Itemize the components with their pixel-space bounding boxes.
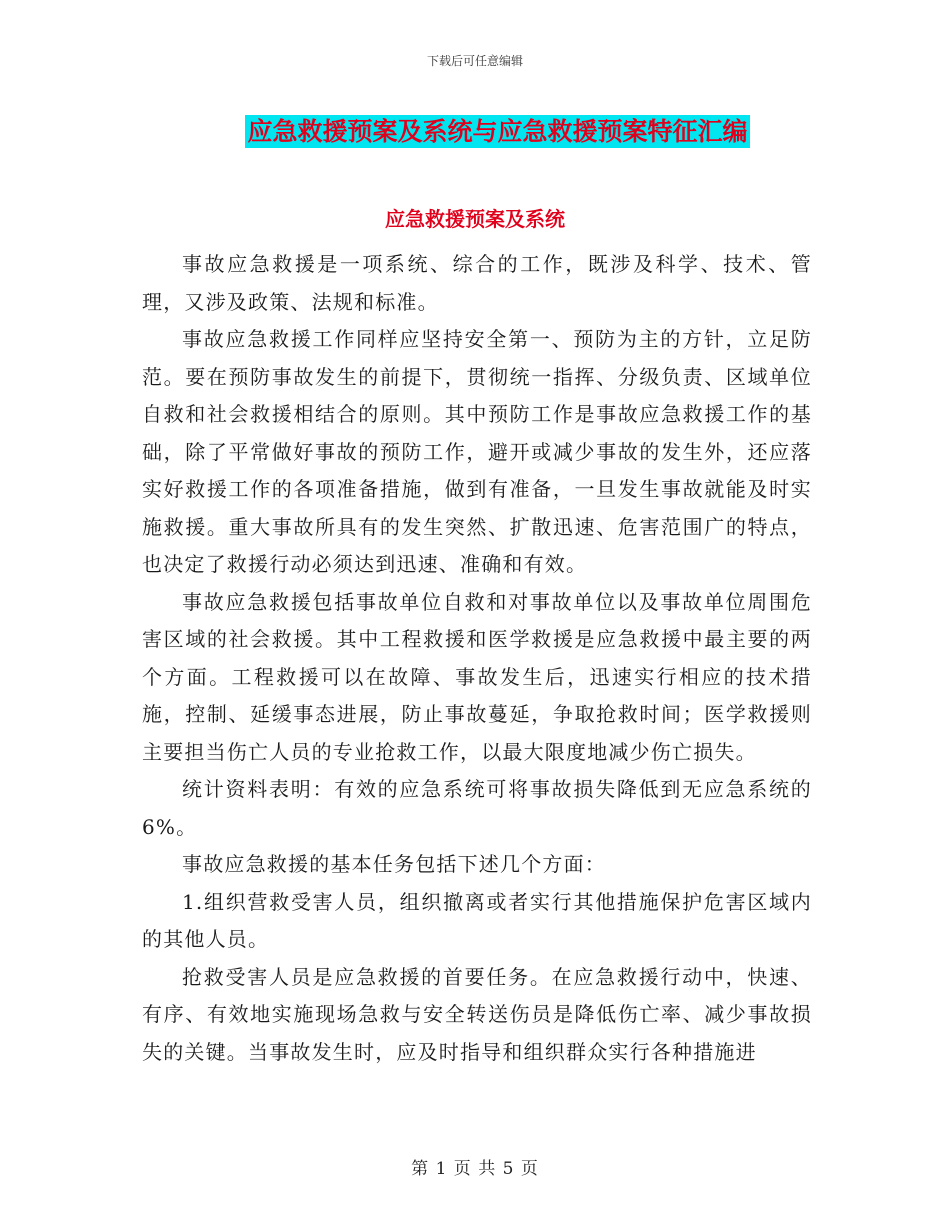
- section-title: 应急救援预案及系统: [385, 207, 565, 231]
- document-title-text: 应急救援预案及系统与应急救援预案特征汇编: [247, 117, 748, 146]
- paragraph: 事故应急救援的基本任务包括下述几个方面：: [182, 852, 606, 876]
- paragraph: 1.组织营救受害人员，组织撤离或者实行其他措施保护危害区域内的其他人员。: [142, 889, 812, 951]
- document-body: [142, 246, 812, 1071]
- paragraph: 事故应急救援工作同样应坚持安全第一、预防为主的方针，立足防范。要在预防事故发生的前提下，贯彻统一指挥、分级负责、区域单位自救和社会救援相结合的原则。其中预防工作是事故应急救援工作的基础，除了平常做好事故的预防工作，避开或减少事故的发生外，还应落实好救援工作的各项准备措施，做到有准备，一旦发生事故就能及时实施救援。重大事故所具有的发生突然、扩散迅速、危害范围广的特点，也决定了救援行动必须达到迅速、准确和有效。: [142, 327, 812, 576]
- document-title: [0, 112, 950, 148]
- paragraph: 事故应急救援是一项系统、综合的工作，既涉及科学、技术、管理，又涉及政策、法规和标准。: [142, 252, 812, 314]
- paragraph: 事故应急救援包括事故单位自救和对事故单位以及事故单位周围危害区域的社会救援。其中工程救援和医学救援是应急救援中最主要的两个方面。工程救援可以在故障、事故发生后，迅速实行相应的技术措施，控制、延缓事态进展，防止事故蔓延，争取抢救时间；医学救援则主要担当伤亡人员的专业抢救工作，以最大限度地减少伤亡损失。: [142, 589, 812, 764]
- paragraph: 统计资料表明：有效的应急系统可将事故损失降低到无应急系统的6%。: [142, 777, 812, 839]
- header-note: 下载后可任意编辑: [426, 54, 523, 68]
- paragraph: 抢救受害人员是应急救援的首要任务。在应急救援行动中，快速、有序、有效地实施现场急救与安全转送伤员是降低伤亡率、减少事故损失的关键。当事故发生时，应及时指导和组织群众实行各种措施进: [142, 964, 812, 1064]
- page-number: 第 1 页 共 5 页: [411, 1159, 539, 1179]
